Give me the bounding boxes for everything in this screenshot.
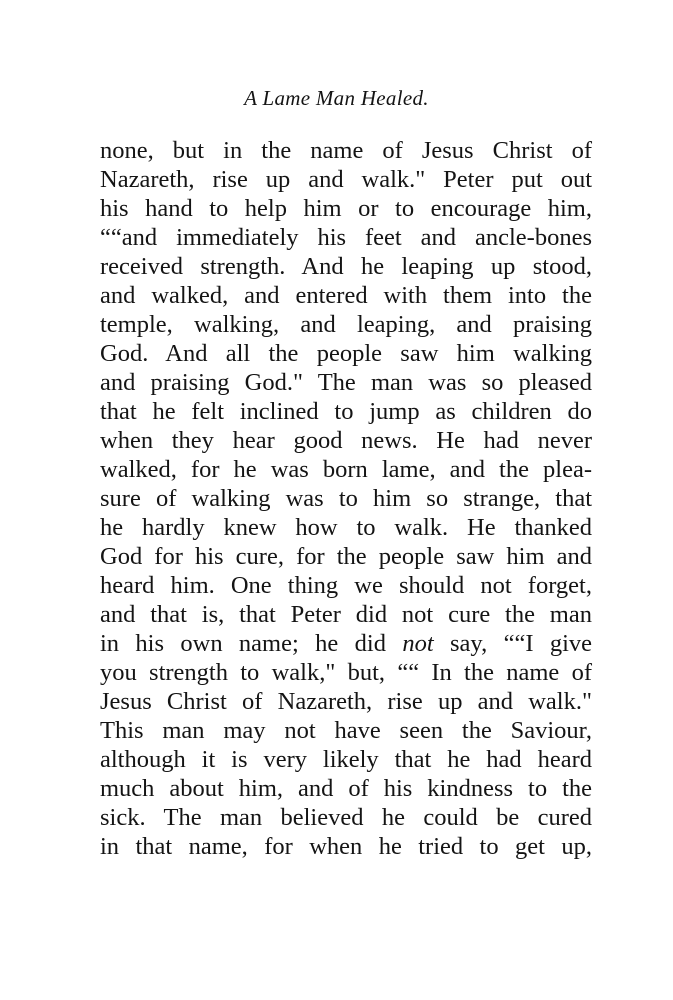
line-tail: say, ““I give (450, 630, 593, 657)
text-line: in that name, for when he tried to get up, (100, 833, 592, 860)
text-line: temple, walking, and leaping, and praising (100, 311, 592, 338)
text-line: none, but in the name of Jesus Christ of (100, 137, 592, 164)
text-line: God for his cure, for the people saw him and (100, 543, 592, 570)
text-line: Jesus Christ of Nazareth, rise up and walk." (100, 688, 592, 715)
text-line: although it is very likely that he had heard (100, 746, 592, 773)
text-line: walked, for he was born lame, and the plea- (100, 456, 592, 483)
text-line: sick. The man believed he could be cured (100, 804, 592, 831)
text-line: ““and immediately his feet and ancle-bones (100, 224, 592, 251)
line-head: in his own name; he did (100, 630, 386, 657)
text-line: and that is, that Peter did not cure the man (100, 601, 592, 628)
text-line: received strength. And he leaping up stood, (100, 253, 592, 280)
running-head: A Lame Man Healed. (244, 86, 429, 110)
text-line: his hand to help him or to encourage him, (100, 195, 592, 222)
text-line: Nazareth, rise up and walk." Peter put out (100, 166, 592, 193)
text-line: sure of walking was to him so strange, that (100, 485, 592, 512)
emphasis-word: not (402, 630, 434, 657)
text-line: and walked, and entered with them into the (100, 282, 592, 309)
text-line: This man may not have seen the Saviour, (100, 717, 592, 744)
body-text (100, 136, 592, 861)
text-line: heard him. One thing we should not forget, (100, 572, 592, 599)
text-line-with-emphasis (100, 629, 592, 658)
text-line: you strength to walk," but, ““ In the name of (100, 659, 592, 686)
text-line: when they hear good news. He had never (100, 427, 592, 454)
text-line: that he felt inclined to jump as children do (100, 398, 592, 425)
text-line: much about him, and of his kindness to the (100, 775, 592, 802)
text-line: and praising God." The man was so pleased (100, 369, 592, 396)
text-line: he hardly knew how to walk. He thanked (100, 514, 592, 541)
text-line: God. And all the people saw him walking (100, 340, 592, 367)
